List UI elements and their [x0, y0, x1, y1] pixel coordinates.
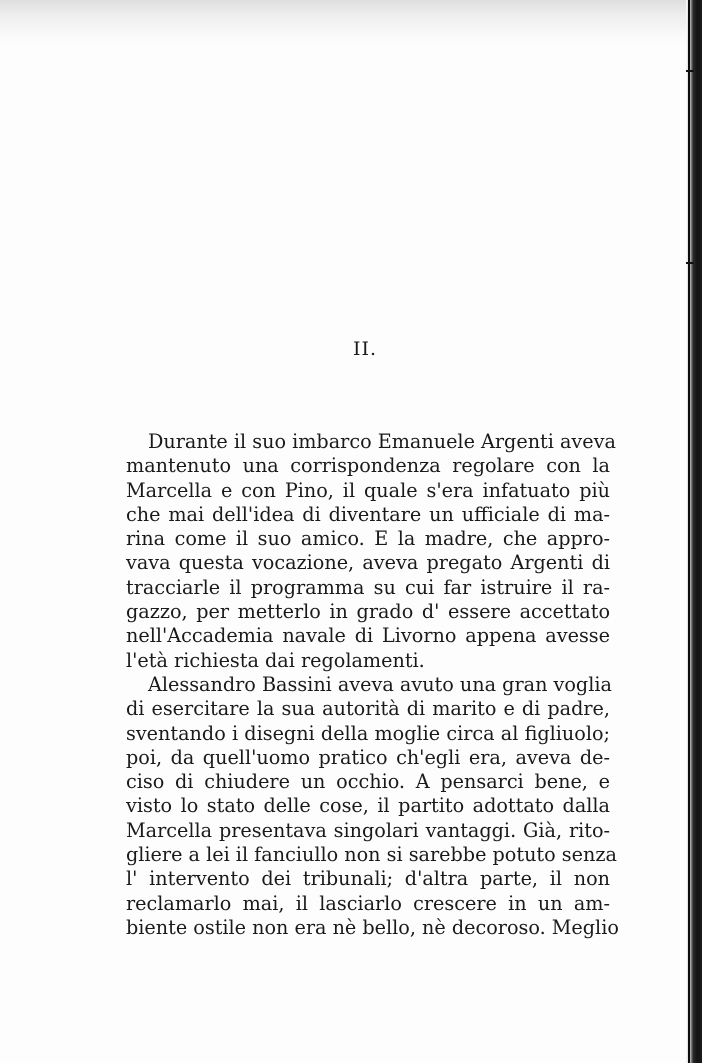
scan-shadow-top	[0, 0, 690, 46]
paragraph-2	[126, 672, 619, 940]
binding-line	[688, 0, 690, 1063]
text-line: vava questa vocazione, aveva pregato Argenti di	[126, 551, 610, 575]
text-line: mantenuto una corrispondenza regolare con la	[126, 454, 610, 478]
text-line: Marcella presentava singolari vantaggi. Già, rito-	[126, 818, 610, 842]
text-line: Alessandro Bassini aveva avuto una gran voglia	[148, 672, 612, 696]
text-line: gliere a lei il fanciullo non si sarebbe potuto senza	[126, 843, 617, 867]
body-text	[126, 430, 619, 940]
text-line: visto lo stato delle cose, il partito adottato dalla	[126, 794, 610, 818]
paragraph-1	[126, 430, 616, 673]
chapter-heading: II.	[352, 338, 378, 360]
binding-mark	[686, 262, 694, 264]
text-line: l'età richiesta dai regolamenti.	[126, 648, 425, 672]
text-line: l' intervento dei tribunali; d'altra parte, il non	[126, 867, 610, 891]
text-line: reclamarlo mai, il lasciarlo crescere in un am-	[126, 891, 610, 915]
text-line: tracciarle il programma su cui far istruire il ra-	[126, 575, 610, 599]
text-line: gazzo, per metterlo in grado d' essere accettato	[126, 600, 610, 624]
binding-mark	[686, 70, 694, 72]
text-line: poi, da quell'uomo pratico ch'egli era, aveva de-	[126, 745, 610, 769]
text-line: biente ostile non era nè bello, nè decoroso. Meglio	[126, 915, 619, 939]
text-line: nell'Accademia navale di Livorno appena avesse	[126, 624, 610, 648]
text-line: Durante il suo imbarco Emanuele Argenti aveva	[148, 430, 616, 453]
text-line: ciso di chiudere un occhio. A pensarci bene, e	[126, 770, 610, 794]
text-line: che mai dell'idea di diventare un ufficiale di ma-	[126, 502, 610, 526]
text-line: Marcella e con Pino, il quale s'era infatuato più	[126, 478, 610, 502]
text-line: di esercitare la sua autorità di marito e di padre,	[126, 697, 610, 721]
text-line: rina come il suo amico. E la madre, che appro-	[126, 527, 610, 551]
text-line: sventando i disegni della moglie circa al figliuolo;	[126, 721, 610, 745]
